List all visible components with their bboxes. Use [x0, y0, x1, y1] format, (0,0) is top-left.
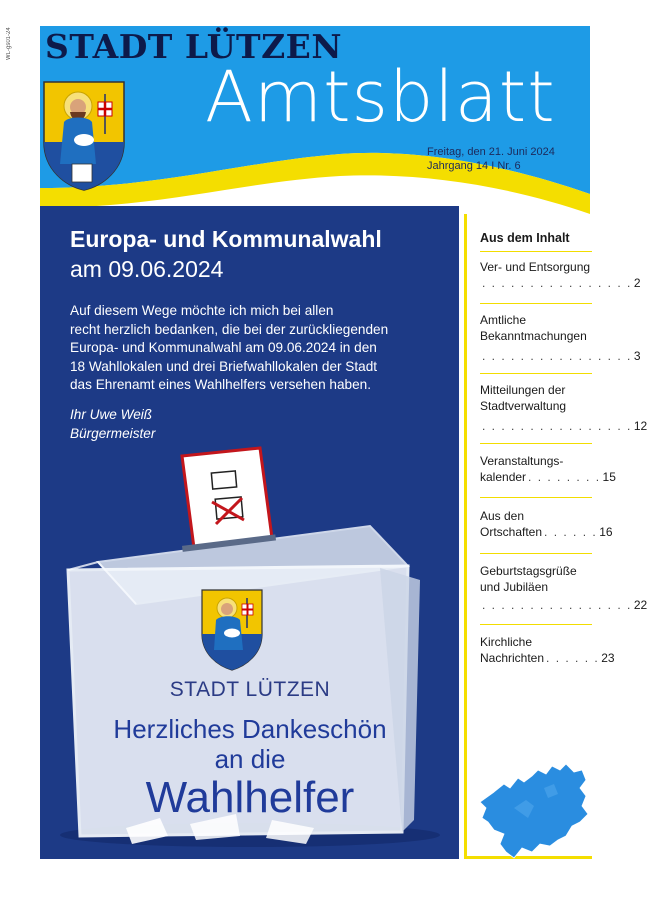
toc-entry-row: [480, 275, 641, 291]
toc-page: 12: [633, 419, 647, 433]
toc-divider: [480, 553, 592, 554]
toc-divider: [480, 624, 592, 625]
toc-page: 23: [601, 651, 615, 665]
issue-volume: Jahrgang 14 I Nr. 6: [427, 160, 521, 172]
toc-leader: . . . . . . . . . . . . . . . .: [482, 598, 632, 612]
toc-leader: . . . . . . . .: [528, 470, 601, 484]
box-helpers: Wahlhelfer: [145, 773, 355, 822]
toc-page: 22: [633, 598, 647, 612]
toc-leader: . . . . . .: [544, 525, 598, 539]
issue-date: Freitag, den 21. Juni 2024: [427, 146, 555, 158]
box-city-label: STADT LÜTZEN: [169, 678, 331, 701]
article-headline: [70, 224, 440, 284]
toc-page: 2: [633, 276, 641, 290]
toc-entry[interactable]: [480, 312, 641, 364]
toc-entry-title: Veranstaltungs-: [480, 454, 564, 468]
toc-entry-title: Kirchliche: [480, 635, 533, 649]
toc-leader: . . . . . . . . . . . . . . . .: [482, 349, 632, 363]
toc-divider: [480, 251, 592, 252]
sidebar-border: [464, 214, 467, 859]
toc-entry[interactable]: [480, 453, 616, 485]
headline-date: am 09.06.2024: [70, 256, 224, 282]
toc-divider: [480, 443, 592, 444]
toc-heading: Aus dem Inhalt: [480, 231, 570, 245]
toc-entry-title: Amtliche: [480, 313, 527, 327]
toc-entry-title: Nachrichten: [480, 651, 545, 665]
toc-entry-title: Mitteilungen der: [480, 383, 566, 397]
toc-leader: . . . . . . . . . . . . . . . .: [482, 276, 632, 290]
toc-entry[interactable]: [480, 382, 647, 434]
toc-entry-title: Geburtstagsgrüße: [480, 564, 577, 578]
ballot-paper-icon: [182, 448, 272, 548]
body-line: 18 Wahllokalen und drei Briefwahllokalen der Stadt: [70, 358, 378, 374]
body-line: recht herzlich bedanken, die bei der zurückliegenden: [70, 321, 389, 337]
toc-entry[interactable]: [480, 259, 641, 291]
masthead-city: STADT LÜTZEN: [45, 27, 342, 66]
toc-entry-title: Ver- und Entsorgung: [480, 260, 591, 274]
body-line: Europa- und Kommunalwahl am 09.06.2024 in den: [70, 340, 377, 355]
box-crest-icon: [202, 590, 262, 670]
article-body: [70, 302, 442, 395]
toc-page: 16: [599, 525, 613, 539]
toc-leader: . . . . . .: [546, 651, 600, 665]
toc-entry-title: Stadtverwaltung: [480, 399, 567, 413]
toc-entry-title: und Jubiläen: [480, 580, 549, 594]
city-crest-icon: [42, 80, 126, 192]
box-thanks: [70, 714, 430, 774]
body-line: das Ehrenamt eines Wahlhelfers versehen haben.: [70, 377, 372, 392]
masthead-title: Amtsblatt: [205, 56, 556, 138]
toc-page: 15: [602, 470, 616, 484]
toc-divider: [480, 373, 592, 374]
thanks-line-1: Herzliches Dankeschön: [113, 714, 387, 744]
toc-leader: . . . . . . . . . . . . . . . .: [482, 419, 632, 433]
signature-role: Bürgermeister: [70, 426, 156, 441]
toc-entry-row: [480, 597, 647, 613]
toc-page: 3: [633, 349, 641, 363]
toc-divider: [480, 497, 592, 498]
toc-entry[interactable]: [480, 634, 615, 666]
region-map-icon: [474, 748, 592, 868]
toc-entry-row: [480, 418, 647, 434]
toc-entry[interactable]: [480, 508, 613, 540]
toc-entry-row: [480, 469, 616, 485]
toc-entry-row: [480, 650, 615, 666]
toc-entry-title: Ortschaften: [480, 525, 543, 539]
toc-divider: [480, 303, 592, 304]
toc-entry-title: Aus den: [480, 509, 525, 523]
toc-entry-row: [480, 524, 613, 540]
thanks-line-2: an die: [214, 744, 286, 774]
print-code: WL-gs01-24: [6, 27, 12, 60]
body-line: Auf diesem Wege möchte ich mich bei allen: [70, 303, 334, 318]
toc-entry[interactable]: [480, 563, 647, 613]
toc-entry-row: [480, 348, 641, 364]
toc-entry-title: Bekanntmachungen: [480, 329, 587, 343]
signature-name: Ihr Uwe Weiß: [70, 407, 153, 422]
toc-entry-title: kalender: [480, 470, 527, 484]
headline-title: Europa- und Kommunalwahl: [70, 226, 382, 252]
signature: [70, 405, 155, 443]
